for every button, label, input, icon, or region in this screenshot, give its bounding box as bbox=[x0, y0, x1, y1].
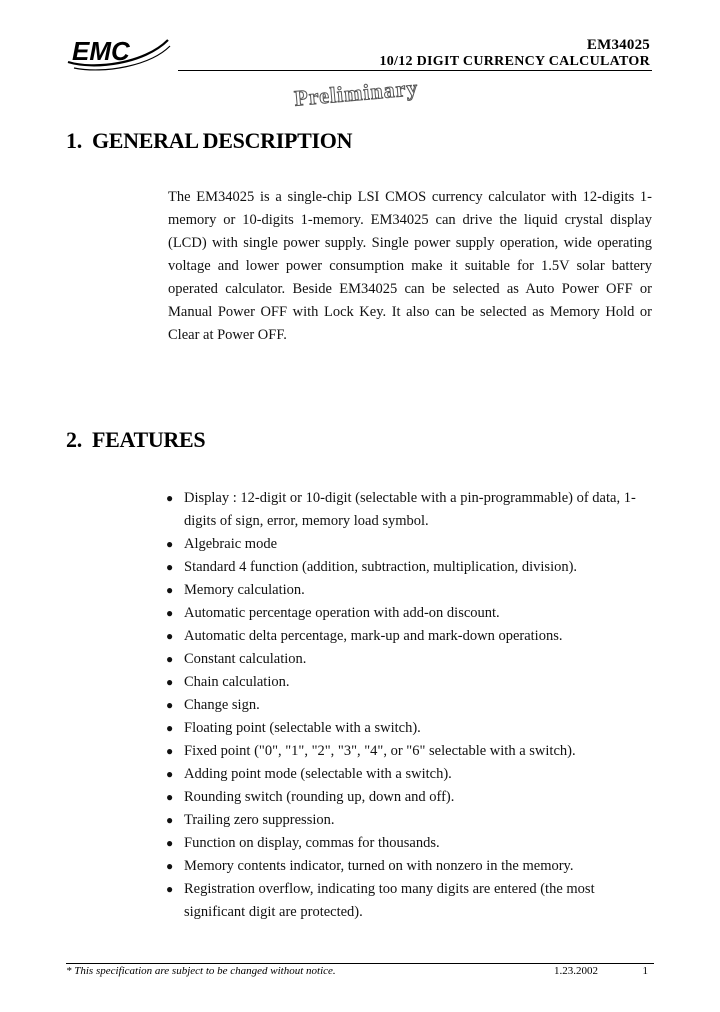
logo-text: EMC bbox=[72, 36, 130, 66]
bullet-icon: ● bbox=[166, 859, 174, 873]
features-list bbox=[166, 487, 658, 924]
bullet-icon: ● bbox=[166, 675, 174, 689]
bullet-icon: ● bbox=[166, 882, 174, 896]
section-heading-general-description bbox=[66, 128, 352, 154]
bullet-icon: ● bbox=[166, 744, 174, 758]
general-description-body: The EM34025 is a single-chip LSI CMOS currency calculator with 12-digits 1-memory or 10-digits 1-memory. EM34025 can drive the liquid crystal display (LCD) with single power supply. Single power supply operation, wide operating voltage and lower power consumption make it suitable for 1.5V solar battery operated calculator. Beside EM34025 can be selected as Auto Power OFF or Manual Power OFF with Lock Key. It also can be selected as Memory Hold or Clear at Power OFF. bbox=[168, 189, 652, 343]
preliminary-text: Preliminary bbox=[293, 74, 420, 108]
section-number: 1. bbox=[66, 128, 82, 153]
list-item: ● Fixed point ("0", "1", "2", "3", "4", or "6" selectable with a switch). bbox=[166, 740, 658, 763]
list-item: ● Automatic percentage operation with add-on discount. bbox=[166, 602, 658, 625]
list-item: ● Change sign. bbox=[166, 694, 658, 717]
bullet-icon: ● bbox=[166, 767, 174, 781]
list-item: ● Registration overflow, indicating too many digits are entered (the most significant digit are protected). bbox=[166, 878, 658, 924]
bullet-icon: ● bbox=[166, 790, 174, 804]
list-item: ● Function on display, commas for thousands. bbox=[166, 832, 658, 855]
page-number: 1 bbox=[642, 965, 648, 977]
bullet-icon: ● bbox=[166, 537, 174, 551]
list-item: ● Memory contents indicator, turned on with nonzero in the memory. bbox=[166, 855, 658, 878]
list-item: ● Floating point (selectable with a switch). bbox=[166, 717, 658, 740]
bullet-icon: ● bbox=[166, 836, 174, 850]
list-item: ● Standard 4 function (addition, subtraction, multiplication, division). bbox=[166, 556, 658, 579]
bullet-icon: ● bbox=[166, 813, 174, 827]
section-heading-features bbox=[66, 427, 205, 453]
section-title: GENERAL DESCRIPTION bbox=[92, 128, 353, 153]
list-item: ● Constant calculation. bbox=[166, 648, 658, 671]
bullet-icon: ● bbox=[166, 721, 174, 735]
emc-logo bbox=[64, 34, 172, 74]
bullet-icon: ● bbox=[166, 629, 174, 643]
bullet-icon: ● bbox=[166, 491, 174, 505]
bullet-icon: ● bbox=[166, 652, 174, 666]
part-number: EM34025 bbox=[586, 37, 650, 53]
list-item: ● Display : 12-digit or 10-digit (selectable with a pin-programmable) of data, 1-digits of sign, error, memory load symbol. bbox=[166, 487, 658, 533]
bullet-icon: ● bbox=[166, 560, 174, 574]
list-item: ● Rounding switch (rounding up, down and off). bbox=[166, 786, 658, 809]
bullet-icon: ● bbox=[166, 698, 174, 712]
section-title: FEATURES bbox=[92, 427, 206, 452]
section-number: 2. bbox=[66, 427, 82, 452]
doc-title: 10/12 DIGIT CURRENCY CALCULATOR bbox=[379, 54, 650, 69]
bullet-icon: ● bbox=[166, 583, 174, 597]
footer-date: 1.23.2002 bbox=[554, 965, 598, 977]
list-item: ● Trailing zero suppression. bbox=[166, 809, 658, 832]
list-item: ● Adding point mode (selectable with a switch). bbox=[166, 763, 658, 786]
list-item: ● Automatic delta percentage, mark-up and mark-down operations. bbox=[166, 625, 658, 648]
footer-note: * This specification are subject to be changed without notice. bbox=[66, 965, 336, 977]
bullet-icon: ● bbox=[166, 606, 174, 620]
list-item: ● Algebraic mode bbox=[166, 533, 658, 556]
doc-header bbox=[379, 36, 650, 70]
preliminary-stamp bbox=[290, 74, 430, 108]
list-item: ● Chain calculation. bbox=[166, 671, 658, 694]
list-item: ● Memory calculation. bbox=[166, 579, 658, 602]
header-rule bbox=[178, 70, 652, 71]
page-footer bbox=[66, 964, 652, 978]
